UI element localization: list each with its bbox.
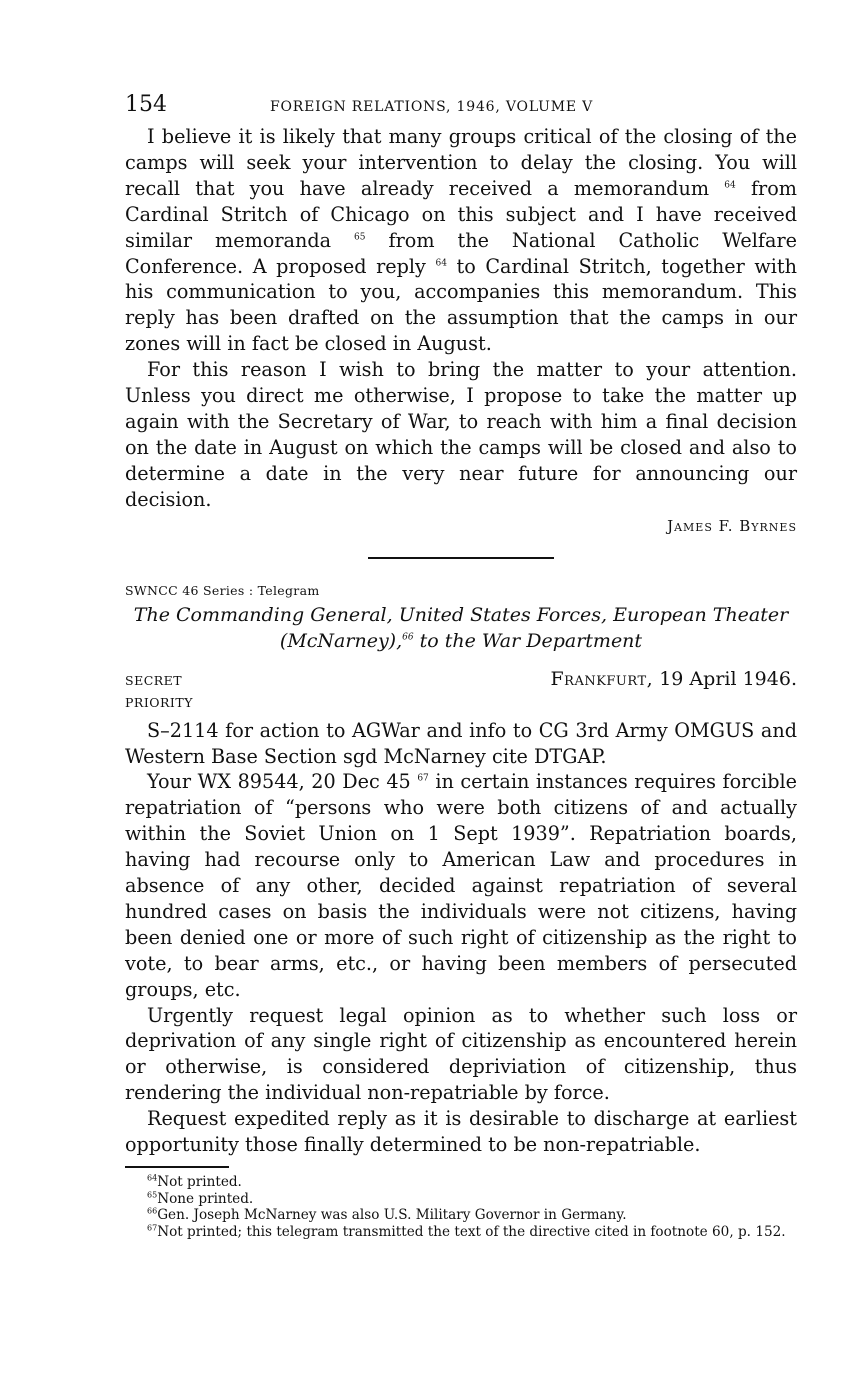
footnote-ref-65: 65 (354, 232, 366, 243)
telegram-paragraph-4: Request expedited reply as it is desirable to discharge at earliest opportunity those finally determined to be non-repatriable. (125, 1107, 797, 1157)
place: Frankfurt, (550, 667, 654, 690)
priority: PRIORITY (125, 694, 193, 710)
classification: SECRET (125, 672, 183, 688)
footnote-ref-64b: 64 (435, 258, 447, 269)
document-title-a: The Commanding General, United States Forces, European Theater (McNarney), (133, 603, 789, 652)
memo-p1-a: I believe it is likely that many groups critical of the closing of the camps will seek your intervention to delay the closing. You will recall that you have already received a memorandum (125, 125, 797, 200)
telegram-paragraph-2 (125, 769, 797, 1002)
footnote-66: $^{66}$Gen. Joseph McNarney was also U.S. Military Governor in Germany. (147, 1206, 627, 1223)
page-number: 154 (125, 92, 167, 117)
page-header (125, 92, 797, 124)
place-date (550, 668, 797, 690)
footnote-64: $^{64}$Not printed. (147, 1173, 242, 1190)
memo-paragraph-1 (125, 124, 797, 357)
document-title (125, 602, 797, 654)
document-page (125, 92, 797, 1240)
telegram-paragraph-1: S–2114 for action to AGWar and info to CG 3rd Army OMGUS and Western Base Section sgd McNarney cite DTGAP. (125, 718, 797, 768)
running-title: FOREIGN RELATIONS, 1946, VOLUME V (270, 99, 594, 115)
section-divider (368, 557, 554, 559)
document-title-b: to the War Department (419, 629, 643, 652)
memo-p1-d: to Cardinal Stritch, together with his communication to you, accompanies this memorandum. This reply has been drafted on the assumption that the camps in our zones will in fact be closed in August. (125, 254, 797, 356)
footnote-ref-64: 64 (724, 180, 736, 191)
footnotes (125, 1174, 797, 1240)
date: 19 April 1946. (659, 667, 797, 690)
footnote-67: $^{67}$Not printed; this telegram transmitted the text of the directive cited in footnote 60, p. 152. (147, 1222, 786, 1240)
telegram-p2-b: in certain instances requires forcible repatriation of “persons who were both citizens of and actually within the Soviet Union on 1 Sept 1939”. Repatriation boards, having had recourse only to American Law and procedures in absence of any other, decided against repatriation of several hundred cases on basis the individuals were not citizens, having been denied one or more of such right of citizenship as the right to vote, to bear arms, etc., or having been members of persecuted groups, etc. (125, 770, 797, 1001)
footnote-rule (125, 1166, 229, 1168)
footnote-65: $^{65}$None printed. (147, 1189, 254, 1207)
footnote-ref-67: 67 (417, 774, 429, 785)
memo-paragraph-2: For this reason I wish to bring the matter to your attention. Unless you direct me otherwise, I propose to take the matter up again with the Secretary of War, to reach with him a final decision on the date in August on which the camps will be closed and also to determine a date in the very near future for announcing our decision. (125, 358, 797, 511)
telegram-p2-a: Your WX 89544, 20 Dec 45 (147, 770, 411, 794)
signature: James F. Byrnes (667, 516, 797, 535)
telegram-paragraph-3: Urgently request legal opinion as to whether such loss or deprivation of any single right of citizenship as encountered herein or otherwise, is considered depriviation of citizenship, thus rendering the individual non-repatriable by force. (125, 1003, 797, 1105)
memo-p1-b: from Cardinal Stritch of Chicago on this subject and I have received similar memoranda (125, 176, 797, 252)
telegram-meta (125, 668, 797, 692)
footnote-ref-66: 66 (402, 632, 414, 643)
series-label: SWNCC 46 Series : Telegram (125, 582, 320, 598)
memo-p1-c: from the National Catholic Welfare Conference. A proposed reply (125, 228, 797, 278)
